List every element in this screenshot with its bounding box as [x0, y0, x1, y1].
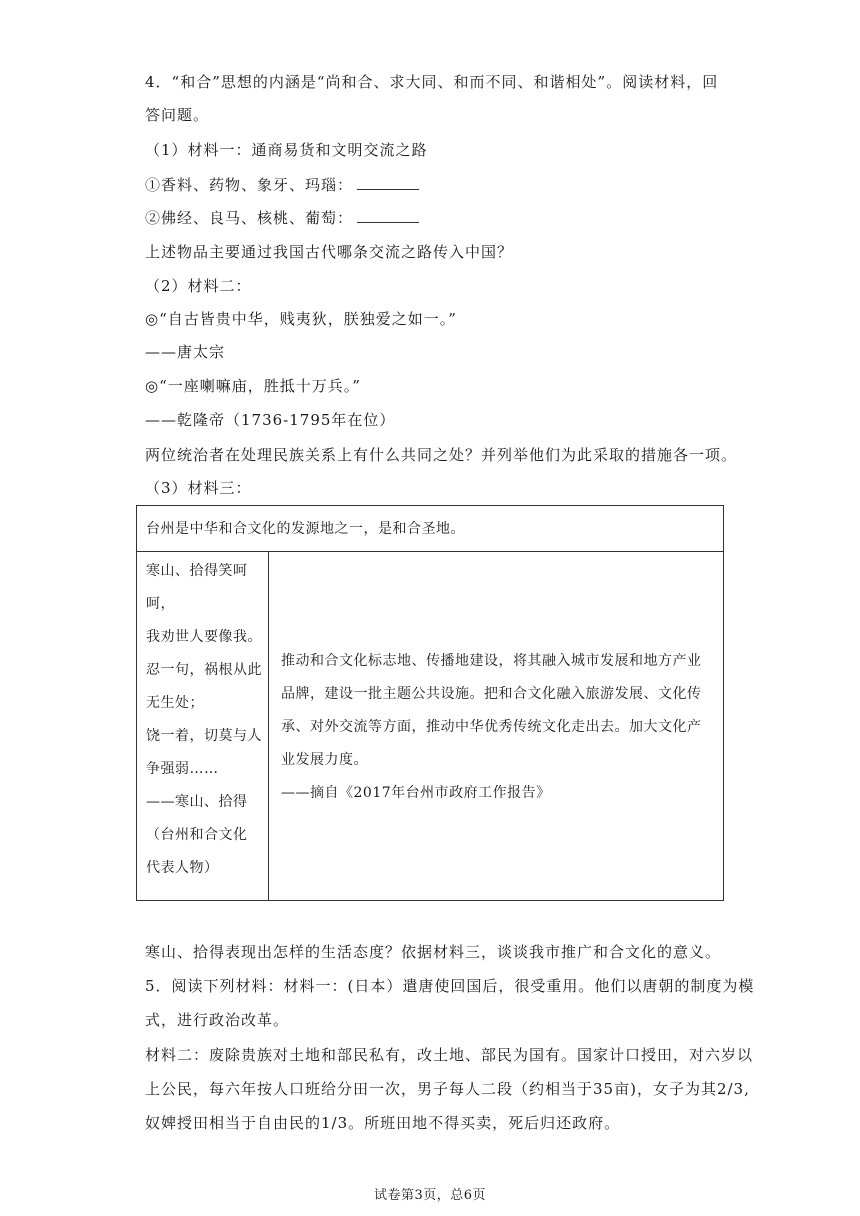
q4-part2-quote1: ◎“自古皆贵中华，贱夷狄，朕独爱之如一。” — [145, 310, 457, 328]
poem-line: 我劝世人要像我。 — [146, 629, 262, 645]
answer-blank-1[interactable] — [357, 175, 419, 190]
answer-blank-2[interactable] — [357, 208, 419, 223]
q4-part1-item1-text: ①香料、药物、象牙、玛瑙： — [145, 176, 354, 194]
q5-line4: 上公民，每六年按人口班给分田一次，男子每人二段（约相当于35亩)，女子为其2/3, — [145, 1080, 750, 1098]
poem-line: 饶一着，切莫与人 — [146, 728, 262, 744]
q5-line3: 材料二：废除贵族对土地和部民私有，改土地、部民为国有。国家计口授田，对六岁以 — [145, 1046, 754, 1064]
q4-intro-line2: 答问题。 — [145, 106, 210, 124]
material3-report-cell — [269, 552, 724, 901]
q4-part1-question: 上述物品主要通过我国古代哪条交流之路传入中国？ — [145, 243, 514, 261]
q4-part2-source2: ——乾隆帝（1736-1795年在位） — [145, 411, 396, 429]
poem-line: 争强弱…… — [146, 761, 219, 777]
q4-part1-title: （1）材料一：通商易货和文明交流之路 — [145, 141, 428, 159]
q4-intro-line1: 4．“和合”思想的内涵是“尚和合、求大同、和而不同、和谐相处”。阅读材料，回 — [145, 73, 719, 91]
q5-line2: 式，进行政治改革。 — [145, 1011, 290, 1029]
poem-line: 代表人物） — [146, 860, 219, 876]
poem-line: 忍一句，祸根从此 — [146, 662, 262, 678]
report-source: ——摘自《2017年台州市政府工作报告》 — [281, 785, 551, 801]
report-line: 业发展力度。 — [281, 752, 368, 768]
q4-part2-quote2: ◎“一座喇嘛庙，胜抵十万兵。” — [145, 377, 361, 395]
material3-header-cell — [137, 506, 724, 552]
q4-part3-question: 寒山、拾得表现出怎样的生活态度？依据材料三，谈谈我市推广和合文化的意义。 — [145, 943, 722, 961]
q5-line5: 奴婢授田相当于自由民的1/3。所班田地不得买卖，死后归还政府。 — [145, 1114, 621, 1132]
report-line: 推动和合文化标志地、传播地建设，将其融入城市发展和地方产业 — [281, 653, 702, 669]
report-line: 承、对外交流等方面，推动中华优秀传统文化走出去。加大文化产 — [281, 719, 702, 735]
q4-part1-item2 — [145, 208, 419, 228]
q4-part2-question: 两位统治者在处理民族关系上有什么共同之处？并列举他们为此采取的措施各一项。 — [145, 446, 738, 464]
q4-part2-title: （2）材料二： — [145, 277, 252, 295]
poem-line: 呵， — [146, 596, 175, 612]
page-footer: 试卷第3页，总6页 — [373, 1188, 487, 1203]
report-line: 品牌，建设一批主题公共设施。把和合文化融入旅游发展、文化传 — [281, 686, 702, 702]
poem-line: ——寒山、拾得 — [146, 794, 248, 810]
poem-text — [137, 552, 268, 891]
material3-poem-cell — [137, 552, 269, 901]
material3-table — [136, 505, 724, 901]
report-text — [269, 552, 723, 816]
q4-part2-source1: ——唐太宗 — [145, 343, 226, 361]
q5-line1: 5．阅读下列材料：材料一：(日本）遣唐使回国后，很受重用。他们以唐朝的制度为模 — [145, 977, 755, 995]
q4-part1-item2-text: ②佛经、良马、核桃、葡萄： — [145, 209, 354, 227]
poem-line: （台州和合文化 — [146, 827, 248, 843]
q4-part3-title: （3）材料三： — [145, 479, 252, 497]
poem-line: 寒山、拾得笑呵 — [146, 563, 248, 579]
material3-header-text: 台州是中华和合文化的发源地之一，是和合圣地。 — [146, 521, 465, 537]
poem-line: 无生处； — [146, 695, 204, 711]
q4-part1-item1 — [145, 175, 419, 195]
